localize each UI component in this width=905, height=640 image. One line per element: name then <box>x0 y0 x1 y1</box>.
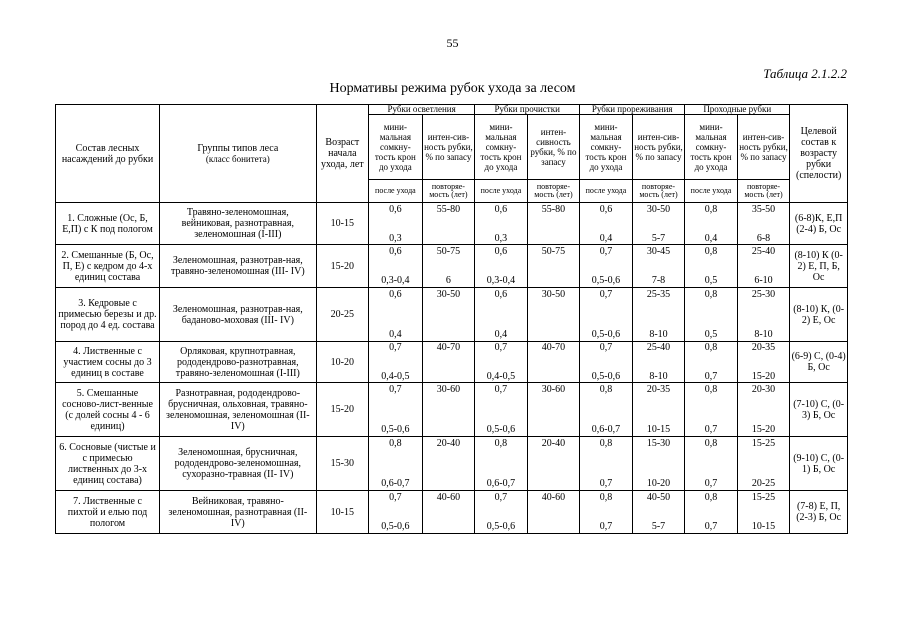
density-cell <box>475 342 528 383</box>
value-top: 0,7 <box>389 492 402 503</box>
intensity-cell <box>632 203 685 245</box>
value-top: 0,6 <box>494 289 508 300</box>
intensity-cell <box>527 342 580 383</box>
value-top: 0,7 <box>389 384 402 395</box>
value-top: 0,7 <box>494 384 508 395</box>
value-top: 0,8 <box>704 342 718 353</box>
value-top: 40-70 <box>436 342 461 353</box>
target-cell: (6-9) С, (0-4) Б, Ос <box>790 342 848 383</box>
header-after: после ухода <box>475 180 528 203</box>
intensity-cell <box>632 491 685 534</box>
density-cell <box>369 491 423 534</box>
header-group-thinning: Рубки прореживания <box>580 105 685 115</box>
header-after: после ухода <box>369 180 423 203</box>
value-bottom: 10-20 <box>646 478 671 489</box>
value-bottom: 0,4 <box>494 329 508 340</box>
header-min-density: мини-мальная сомкну-тость крон до ухода <box>580 115 633 180</box>
value-bottom: 15-20 <box>751 424 776 435</box>
document-title: Нормативы режима рубок ухода за лесом <box>329 81 576 96</box>
header-intensity: интен-сивность рубки, % по запасу <box>527 115 580 180</box>
value-bottom: 0,6-0,7 <box>591 424 621 435</box>
header-composition: Состав лесных насаждений до рубки <box>56 105 160 203</box>
density-cell <box>369 245 423 288</box>
forest-groups-cell: Разнотравная, рододендрово-брусничная, ольховная, травяно-зеленомошная, зеленомошная (II- IV) <box>160 383 317 437</box>
intensity-cell <box>527 203 580 245</box>
value-bottom: 0,7 <box>704 424 718 435</box>
intensity-cell <box>422 288 475 342</box>
density-cell <box>369 203 423 245</box>
header-intensity: интен-сив-ность рубки, % по запасу <box>632 115 685 180</box>
value-top: 0,7 <box>494 492 508 503</box>
value-top: 0,8 <box>704 289 718 300</box>
header-forest-groups-label: Группы типов леса <box>197 142 279 154</box>
age-cell: 20-25 <box>316 288 369 342</box>
value-top: 0,6 <box>494 246 508 257</box>
intensity-cell <box>527 383 580 437</box>
header-min-density: мини-мальная сомкну-тость крон до ухода <box>685 115 738 180</box>
forest-groups-cell: Травяно-зеленомошная, вейниковая, разнотравная, зеленомошная (I-III) <box>160 203 317 245</box>
value-top: 20-40 <box>541 438 566 449</box>
header-group-clearing: Рубки осветления <box>369 105 475 115</box>
value-bottom: 0,4 <box>599 232 613 244</box>
value-bottom: 0,4 <box>704 232 718 244</box>
intensity-cell <box>422 437 475 491</box>
value-top: 30-50 <box>646 203 671 215</box>
page-number: 55 <box>446 36 459 50</box>
header-age: Возраст начала ухода, лет <box>316 105 369 203</box>
density-cell <box>580 342 633 383</box>
age-cell: 15-30 <box>316 437 369 491</box>
intensity-cell <box>527 288 580 342</box>
value-top: 25-40 <box>646 342 671 353</box>
value-top: 0,8 <box>599 438 613 449</box>
value-top: 15-25 <box>751 438 776 449</box>
header-repeat: повторяе-мость (лет) <box>737 180 790 203</box>
value-top: 30-50 <box>541 289 566 300</box>
value-top: 15-30 <box>646 438 671 449</box>
value-top: 0,7 <box>494 342 508 353</box>
intensity-cell <box>422 203 475 245</box>
density-cell <box>685 383 738 437</box>
value-top: 25-40 <box>751 246 776 257</box>
composition-cell: 6. Сосновые (чистые и с примесью лиственных до 3-х единиц состава) <box>56 437 160 491</box>
target-cell: (7-8) Е, П, (2-3) Б, Ос <box>790 491 848 534</box>
header-group-passage: Проходные рубки <box>685 105 790 115</box>
header-repeat: повторяе-мость (лет) <box>632 180 685 203</box>
table-row <box>56 342 848 383</box>
target-cell: (8-10) К, (0-2) Е, Ос <box>790 288 848 342</box>
value-bottom: 0,5-0,6 <box>486 424 516 435</box>
forest-groups-cell: Вейниковая, травяно-зеленомошная, разнотравная (II- IV) <box>160 491 317 534</box>
table-row <box>56 437 848 491</box>
value-bottom: 0,4-0,5 <box>381 371 410 382</box>
forest-groups-cell: Зеленомошная, брусничная, рододендрово-зеленомошная, сухоразно-травная (II- IV) <box>160 437 317 491</box>
header-target: Целевой состав к возрасту рубки (спелости) <box>790 105 848 203</box>
header-intensity: интен-сив-ность рубки, % по запасу <box>737 115 790 180</box>
density-cell <box>685 288 738 342</box>
intensity-cell <box>632 245 685 288</box>
intensity-cell <box>527 437 580 491</box>
value-top: 40-60 <box>436 492 461 503</box>
value-top: 30-60 <box>541 384 566 395</box>
table-body <box>56 203 848 534</box>
value-top: 50-75 <box>541 246 566 257</box>
density-cell <box>475 437 528 491</box>
intensity-cell <box>527 245 580 288</box>
density-cell <box>475 383 528 437</box>
target-cell: (8-10) К (0-2) Е, П, Б, Ос <box>790 245 848 288</box>
value-top: 20-30 <box>751 384 776 395</box>
density-cell <box>475 245 528 288</box>
target-cell: (7-10) С, (0-3) Б, Ос <box>790 383 848 437</box>
intensity-cell <box>737 437 790 491</box>
header-forest-groups-sub: (класс бонитета) <box>205 153 270 164</box>
value-bottom: 0,7 <box>599 521 613 532</box>
value-top: 0,6 <box>389 289 402 300</box>
forest-groups-cell: Зеленомошная, разнотрав-ная, травяно-зеленомошная (III- IV) <box>160 245 317 288</box>
header-forest-groups <box>160 105 317 203</box>
table-label: Таблица 2.1.2.2 <box>763 66 847 81</box>
density-cell <box>580 437 633 491</box>
density-cell <box>580 203 633 245</box>
density-cell <box>685 245 738 288</box>
value-bottom: 0,7 <box>704 371 718 382</box>
value-bottom: 0,3-0,4 <box>381 275 410 286</box>
value-top: 40-60 <box>541 492 566 503</box>
density-cell <box>685 491 738 534</box>
value-top: 0,8 <box>704 384 718 395</box>
value-bottom: 0,5-0,6 <box>381 521 410 532</box>
value-top: 0,8 <box>704 246 718 257</box>
intensity-cell <box>737 245 790 288</box>
table-row <box>56 203 848 245</box>
value-top: 55-80 <box>541 203 566 215</box>
intensity-cell <box>422 491 475 534</box>
value-bottom: 6 <box>445 275 451 286</box>
value-top: 55-80 <box>436 203 461 215</box>
value-top: 15-25 <box>751 492 776 503</box>
intensity-cell <box>737 491 790 534</box>
value-top: 25-35 <box>646 289 671 300</box>
forest-groups-cell: Зеленомошная, разнотрав-ная, баданово-моховая (III- IV) <box>160 288 317 342</box>
value-top: 0,6 <box>494 203 508 215</box>
value-top: 0,8 <box>704 492 718 503</box>
value-bottom: 0,5-0,6 <box>591 329 621 340</box>
intensity-cell <box>737 342 790 383</box>
value-bottom: 0,4-0,5 <box>486 371 516 382</box>
composition-cell: 1. Сложные (Ос, Б, Е,П) с К под пологом <box>56 203 160 245</box>
header-after: после ухода <box>580 180 633 203</box>
header-min-density: мини-мальная сомкну-тость крон до ухода <box>475 115 528 180</box>
density-cell <box>580 491 633 534</box>
table-row <box>56 491 848 534</box>
value-top: 20-35 <box>646 384 671 395</box>
value-top: 35-50 <box>751 203 776 215</box>
intensity-cell <box>737 383 790 437</box>
table-row <box>56 245 848 288</box>
composition-cell: 5. Смешанные сосново-лист-венные (с долей сосны 4 - 6 единиц) <box>56 383 160 437</box>
value-top: 40-70 <box>541 342 566 353</box>
value-bottom: 6-10 <box>754 275 773 286</box>
density-cell <box>369 383 423 437</box>
intensity-cell <box>737 288 790 342</box>
table-row <box>56 288 848 342</box>
value-top: 40-50 <box>646 492 671 503</box>
age-cell: 15-20 <box>316 383 369 437</box>
value-top: 50-75 <box>436 246 461 257</box>
composition-cell: 3. Кедровые с примесью березы и др. пород до 4 ед. состава <box>56 288 160 342</box>
intensity-cell <box>632 288 685 342</box>
density-cell <box>475 491 528 534</box>
value-top: 30-45 <box>646 246 671 257</box>
value-top: 0,8 <box>704 438 718 449</box>
intensity-cell <box>632 383 685 437</box>
value-bottom: 8-10 <box>754 329 773 340</box>
value-bottom: 0,5-0,6 <box>486 521 516 532</box>
intensity-cell <box>422 245 475 288</box>
value-top: 25-30 <box>751 289 776 300</box>
density-cell <box>369 288 423 342</box>
value-bottom: 10-15 <box>646 424 671 435</box>
header-intensity: интен-сив-ность рубки, % по запасу <box>422 115 475 180</box>
value-top: 0,8 <box>599 492 613 503</box>
value-bottom: 10-15 <box>751 521 776 532</box>
value-bottom: 8-10 <box>649 329 668 340</box>
density-cell <box>685 437 738 491</box>
composition-cell: 2. Смешанные (Б, Ос, П, Е) с кедром до 4-х единиц состава <box>56 245 160 288</box>
value-top: 0,8 <box>704 203 718 215</box>
value-bottom: 5-7 <box>651 232 666 244</box>
table-row <box>56 383 848 437</box>
value-top: 0,6 <box>389 203 402 215</box>
value-top: 0,6 <box>599 203 613 215</box>
density-cell <box>475 288 528 342</box>
header-repeat: повторяе-мость (лет) <box>422 180 475 203</box>
value-bottom: 7-8 <box>651 275 666 286</box>
age-cell: 10-15 <box>316 491 369 534</box>
value-top: 0,6 <box>389 246 402 257</box>
intensity-cell <box>422 342 475 383</box>
value-top: 0,7 <box>599 342 613 353</box>
age-cell: 10-15 <box>316 203 369 245</box>
value-top: 20-35 <box>751 342 776 353</box>
value-bottom: 0,5 <box>704 329 718 340</box>
header-min-density: мини-мальная сомкну-тость крон до ухода <box>369 115 423 180</box>
value-top: 20-40 <box>436 438 461 449</box>
composition-cell: 4. Лиственные с участием сосны до 3 единиц в составе <box>56 342 160 383</box>
value-bottom: 5-7 <box>651 521 666 532</box>
density-cell <box>685 203 738 245</box>
density-cell <box>580 288 633 342</box>
value-top: 0,8 <box>599 384 613 395</box>
density-cell <box>685 342 738 383</box>
value-bottom: 0,3 <box>494 232 508 244</box>
value-bottom: 15-20 <box>751 371 776 382</box>
value-top: 0,8 <box>494 438 508 449</box>
forest-groups-cell: Орляковая, крупнотравная, рододендрово-разнотравная, травяно-зеленомошная (I-III) <box>160 342 317 383</box>
density-cell <box>475 203 528 245</box>
value-bottom: 0,6-0,7 <box>381 478 410 489</box>
density-cell <box>580 245 633 288</box>
age-cell: 10-20 <box>316 342 369 383</box>
header-repeat: повторяе-мость (лет) <box>527 180 580 203</box>
target-cell: (9-10) С, (0-1) Б, Ос <box>790 437 848 491</box>
value-bottom: 0,5-0,6 <box>381 424 410 435</box>
intensity-cell <box>422 383 475 437</box>
value-bottom: 0,6-0,7 <box>486 478 516 489</box>
value-top: 0,7 <box>599 289 613 300</box>
value-bottom: 0,3-0,4 <box>486 275 516 286</box>
value-bottom: 0,5-0,6 <box>591 371 621 382</box>
value-top: 0,7 <box>389 342 402 353</box>
intensity-cell <box>632 342 685 383</box>
composition-cell: 7. Лиственные с пихтой и елью под пологом <box>56 491 160 534</box>
intensity-cell <box>632 437 685 491</box>
value-bottom: 0,3 <box>389 232 402 244</box>
value-bottom: 0,4 <box>389 329 402 340</box>
value-bottom: 0,7 <box>704 478 718 489</box>
value-bottom: 0,5-0,6 <box>591 275 621 286</box>
target-cell: (6-8)К, Е,П (2-4) Б, Ос <box>790 203 848 245</box>
value-bottom: 0,5 <box>704 275 718 286</box>
density-cell <box>369 437 423 491</box>
header-group-cleaning: Рубки прочистки <box>475 105 580 115</box>
density-cell <box>580 383 633 437</box>
value-top: 30-60 <box>436 384 461 395</box>
value-top: 30-50 <box>436 289 461 300</box>
value-top: 0,7 <box>599 246 613 257</box>
intensity-cell <box>737 203 790 245</box>
value-bottom: 6-8 <box>756 232 771 244</box>
value-bottom: 8-10 <box>649 371 668 382</box>
value-bottom: 0,7 <box>599 478 613 489</box>
intensity-cell <box>527 491 580 534</box>
header-after: после ухода <box>685 180 738 203</box>
value-bottom: 20-25 <box>751 478 776 489</box>
density-cell <box>369 342 423 383</box>
norms-table <box>55 104 848 534</box>
age-cell: 15-20 <box>316 245 369 288</box>
value-top: 0,8 <box>389 438 402 449</box>
value-bottom: 0,7 <box>704 521 718 532</box>
